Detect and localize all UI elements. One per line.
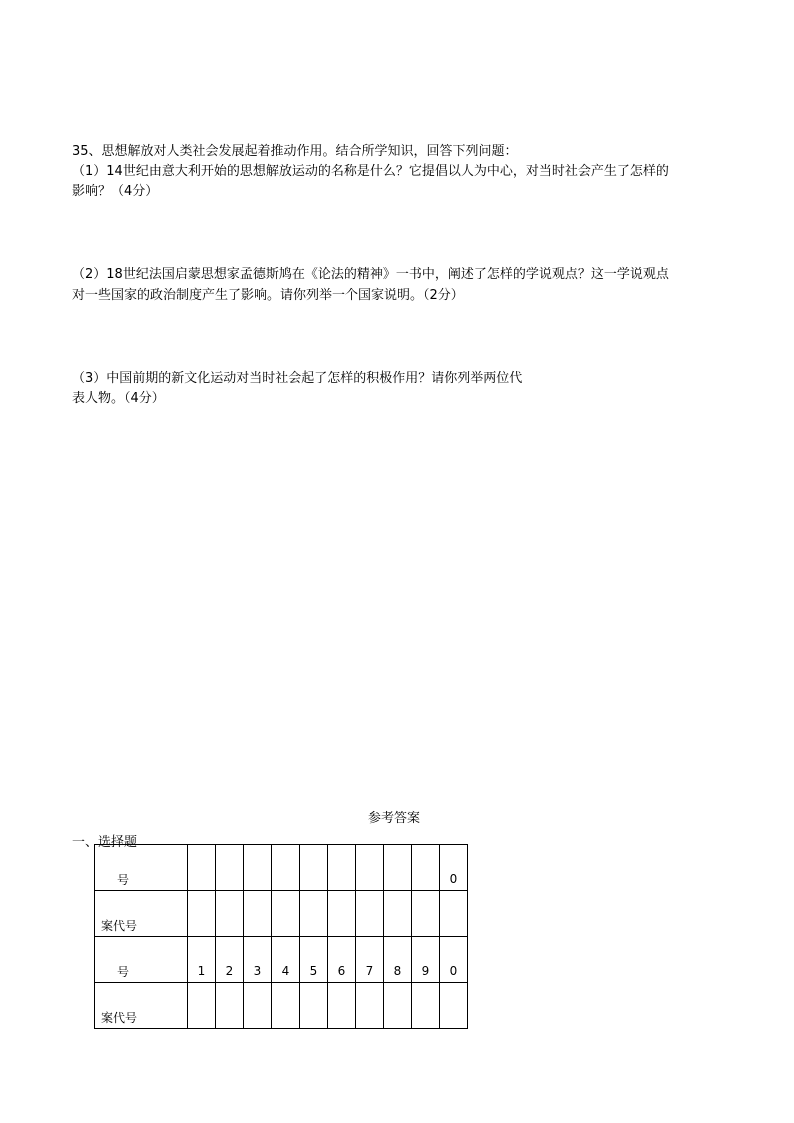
table-row: [95, 845, 468, 891]
answer-cell: [440, 891, 468, 937]
question-part3-line1: （3）中国前期的新文化运动对当时社会起了怎样的积极作用？请你列举两位代: [72, 371, 523, 386]
answer-cell: [244, 891, 272, 937]
row-label: 号: [95, 845, 188, 891]
answers-heading: 参考答案: [368, 811, 421, 826]
answer-cell: [328, 983, 356, 1029]
question-number-cell: 7: [356, 937, 384, 983]
section-multiple-choice: 一、选择题: [72, 835, 138, 850]
table-row: [95, 983, 468, 1029]
answer-cell: [216, 891, 244, 937]
question-part2-line1: （2）18世纪法国启蒙思想家孟德斯鸠在《论法的精神》一书中，阐述了怎样的学说观点？这一学说观点: [72, 267, 669, 282]
question-number-cell: 8: [384, 937, 412, 983]
question-part3-line2: 表人物。（4分）: [72, 391, 165, 406]
answer-cell: [244, 983, 272, 1029]
answer-cell: [300, 891, 328, 937]
answer-cell: [188, 891, 216, 937]
answer-cell: [412, 891, 440, 937]
table-row: [95, 891, 468, 937]
question-number-cell: 2: [216, 937, 244, 983]
answer-cell: [188, 983, 216, 1029]
question-number-cell: 5: [300, 937, 328, 983]
answer-cell: [216, 845, 244, 891]
answer-table: [94, 844, 468, 1029]
answer-cell: [188, 845, 216, 891]
answer-cell: [300, 845, 328, 891]
question-part1-line1: （1）14世纪由意大利开始的思想解放运动的名称是什么？它提倡以人为中心，对当时社会产生了怎样的: [72, 164, 669, 179]
answer-cell: [244, 845, 272, 891]
answer-cell: [328, 845, 356, 891]
question-number-cell: 0: [440, 937, 468, 983]
answer-cell: [356, 891, 384, 937]
question-number-cell: 3: [244, 937, 272, 983]
answer-cell: [356, 983, 384, 1029]
answer-cell: [272, 845, 300, 891]
answer-cell: [328, 891, 356, 937]
question-number-cell: 4: [272, 937, 300, 983]
question-number-cell: 1: [188, 937, 216, 983]
question-part1-line2: 影响？（4分）: [72, 184, 159, 199]
answer-cell: [216, 983, 244, 1029]
answer-cell: [272, 891, 300, 937]
answer-cell: [300, 983, 328, 1029]
question-number-cell: 0: [440, 845, 468, 891]
row-label: 案代号: [95, 891, 188, 937]
answer-cell: [384, 891, 412, 937]
table-row: [95, 937, 468, 983]
answer-cell: [384, 845, 412, 891]
question-part2-line2: 对一些国家的政治制度产生了影响。请你列举一个国家说明。（2分）: [72, 288, 464, 303]
question-number-cell: 6: [328, 937, 356, 983]
row-label: 案代号: [95, 983, 188, 1029]
question-number-cell: 9: [412, 937, 440, 983]
answer-cell: [272, 983, 300, 1029]
answer-cell: [412, 983, 440, 1029]
row-label: 号: [95, 937, 188, 983]
answer-cell: [440, 983, 468, 1029]
question-35-intro: 35、思想解放对人类社会发展起着推动作用。结合所学知识，回答下列问题：: [72, 144, 518, 159]
answer-cell: [356, 845, 384, 891]
answer-cell: [412, 845, 440, 891]
answer-cell: [384, 983, 412, 1029]
